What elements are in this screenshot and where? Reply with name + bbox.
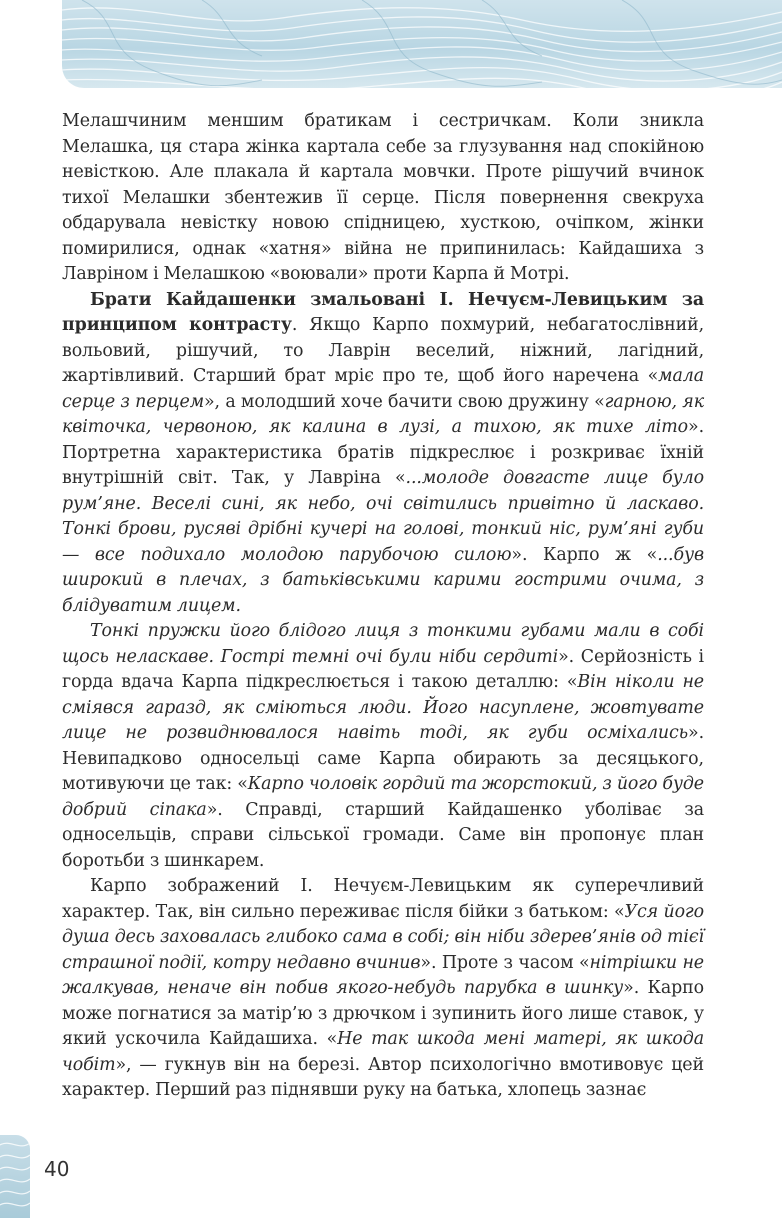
body-text: ». Справді, старший Кайдашенко уболіває за односельців, справи сільської громади. Саме він пропонує план боротьби з шинкарем. [62,799,704,871]
quote-text: Карпо чоловік гордий та жорстокий, з його буде добрий сіпака [62,774,704,820]
side-wave-decoration [0,1135,30,1218]
body-text: . Якщо Карпо похмурий, небагатослівний, вольовий, рішучий, то Лаврін веселий, ніжний, лагідний, жартівливий. Старший брат мріє про те, щоб його наречена « [62,315,704,386]
body-text: ». Карпо може погнатися за матір’ю з дрючком і зупинить його лише ставок, у який ускочила Кайдашиха. « [62,978,704,1049]
quote-text: нітрішки не жалкував, неначе він побив якого-небудь парубка в шинку [62,952,705,998]
quote-text: Не так шкода мені матері, як шкода чобіт [62,1029,704,1075]
side-wave-pattern [0,1135,30,1218]
quote-text: ...молоде довгасте лице було рум’яне. Веселі сині, як небо, очі світились привітно й ласкаво. Тонкі брови, русяві дрібні кучері на голові, тонкий ніс, рум’яні губи — все подихало молодою парубочою силою [62,468,705,565]
main-text [62,109,704,1104]
quote-text: мала серце з перцем [62,366,704,412]
body-text: », — гукнув він на березі. Автор психологічно вмотивовує цей характер. Перший раз піднявши руку на батька, хлопець зазнає [62,1054,704,1100]
paragraph [62,288,704,620]
wave-pattern-decoration [62,0,782,88]
body-text: ». Проте з часом « [420,952,590,973]
body-text: ». Невипадково односельці саме Карпа обирають за десяцького, мотивуючи це так: « [62,723,704,794]
body-text: », а молодший хоче бачити свою дружину « [204,391,605,412]
quote-text: ...був широкий в плечах, з батьківськими карими гострими очима, з блідуватим лицем. [62,544,704,616]
quote-text: гарною, як квіточка, червоною, як калина в лузі, а тихою, як тихе літо [62,391,705,437]
header-decoration-band [62,0,782,88]
body-text: ». Портретна характеристика братів підкреслює і розкриває їхній внутрішній світ. Так, у Лавріна « [62,417,704,488]
paragraph [62,874,704,1104]
bold-text: Брати Кайдашенки змальовані І. Нечуєм-Левицьким за принципом контрасту [62,289,704,335]
body-text: Мелашчиним меншим братикам і сестричкам. Коли зникла Мелашка, ця стара жінка картала себе за глузування над спокійною невісткою. Але плакала й картала мовчки. Проте рішучий вчинок тихої Мелашки збентежив її серце. Після повернення свекруха обдарувала невістку новою спідницею, хусткою, очіпком, жінки помирилися, однак «хатня» війна не припинилась: Кайдашиха з Лавріном і Мелашкою «воювали» проти Карпа й Мотрі. [62,111,704,284]
body-text: ». Карпо ж « [511,544,658,565]
page-number: 40 [44,1157,70,1181]
quote-text: Уся його душа десь заховалась глибоко сама в собі; він ніби здерев’янів од тієї страшної події, котру недавно вчинив [62,901,704,973]
quote-text: Він ніколи не сміявся гаразд, як сміються люди. Його насуплене, жовтувате лице не розвиднювалося навіть тоді, як губи осміхались [62,672,704,743]
paragraph [62,109,704,288]
body-text: Карпо зображений І. Нечуєм-Левицьким як суперечливий характер. Так, він сильно переживає після бійки з батьком: « [62,876,704,922]
quote-text: Тонкі пружки його блідого лиця з тонкими губами мали в собі щось неласкаве. Гострі темні очі були ніби сердиті [62,621,704,667]
paragraph [62,619,704,874]
body-text: ». Серйозність і горда вдача Карпа підкреслюється і такою деталлю: « [62,646,704,692]
